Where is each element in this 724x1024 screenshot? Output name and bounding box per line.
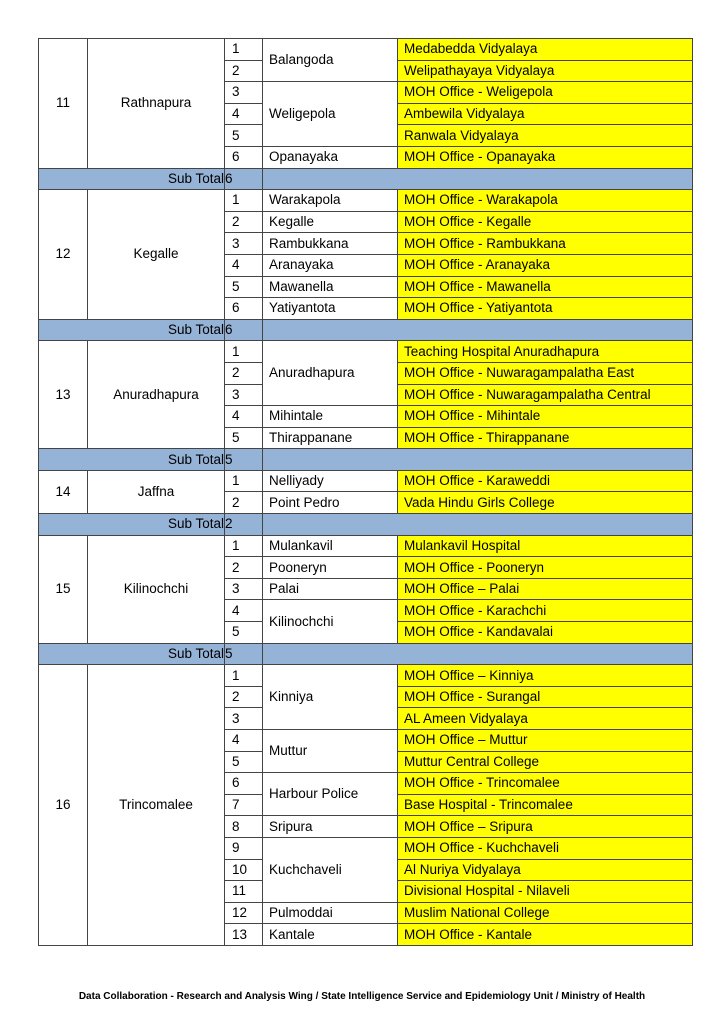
subtotal-row [39, 319, 693, 341]
subtotal-row [39, 449, 693, 471]
vaccination-site: MOH Office - Kuchchaveli [398, 837, 693, 859]
vaccination-site: Divisional Hospital - Nilaveli [398, 881, 693, 903]
vaccination-site: MOH Office – Sripura [398, 816, 693, 838]
subtotal-value: 2 [225, 514, 263, 536]
vaccination-site: MOH Office – Muttur [398, 730, 693, 752]
row-index: 9 [225, 837, 263, 859]
row-index: 2 [225, 557, 263, 579]
vaccination-site: MOH Office - Yatiyantota [398, 298, 693, 320]
vaccination-site: MOH Office – Palai [398, 578, 693, 600]
moh-area: Harbour Police [263, 773, 398, 816]
vaccination-site: Ambewila Vidyalaya [398, 103, 693, 125]
vaccination-site: MOH Office - Mihintale [398, 406, 693, 428]
vaccination-site: Medabedda Vidyalaya [398, 39, 693, 61]
subtotal-empty [263, 514, 693, 536]
district-name: Kegalle [88, 190, 225, 320]
vaccination-site: MOH Office - Thirappanane [398, 427, 693, 449]
subtotal-row [39, 168, 693, 190]
row-index: 6 [225, 773, 263, 795]
moh-area: Kilinochchi [263, 600, 398, 643]
subtotal-empty [263, 449, 693, 471]
table-row [39, 190, 693, 212]
subtotal-value: 6 [225, 168, 263, 190]
row-index: 3 [225, 384, 263, 406]
vaccination-site: MOH Office - Weligepola [398, 82, 693, 104]
row-index: 10 [225, 859, 263, 881]
row-index: 5 [225, 427, 263, 449]
vaccination-site: Teaching Hospital Anuradhapura [398, 341, 693, 363]
vaccination-site: MOH Office - Karachchi [398, 600, 693, 622]
moh-area: Warakapola [263, 190, 398, 212]
moh-area: Kinniya [263, 665, 398, 730]
moh-area: Mulankavil [263, 535, 398, 557]
moh-area: Muttur [263, 730, 398, 773]
row-index: 6 [225, 146, 263, 168]
moh-area: Mawanella [263, 276, 398, 298]
moh-area: Kantale [263, 924, 398, 946]
subtotal-value: 5 [225, 449, 263, 471]
moh-area: Opanayaka [263, 146, 398, 168]
row-index: 3 [225, 708, 263, 730]
moh-area: Aranayaka [263, 254, 398, 276]
vaccination-site: AL Ameen Vidyalaya [398, 708, 693, 730]
row-index: 4 [225, 600, 263, 622]
row-index: 1 [225, 535, 263, 557]
district-number: 11 [39, 39, 88, 169]
moh-area: Point Pedro [263, 492, 398, 514]
vaccination-site: MOH Office - Karaweddi [398, 470, 693, 492]
moh-area: Weligepola [263, 82, 398, 147]
subtotal-row [39, 643, 693, 665]
moh-area: Kegalle [263, 211, 398, 233]
vaccination-site: Welipathayaya Vidyalaya [398, 60, 693, 82]
vaccination-site: Ranwala Vidyalaya [398, 125, 693, 147]
moh-area: Palai [263, 578, 398, 600]
row-index: 1 [225, 341, 263, 363]
vaccination-site: Mulankavil Hospital [398, 535, 693, 557]
row-index: 11 [225, 881, 263, 903]
moh-area: Balangoda [263, 39, 398, 82]
vaccination-site: Al Nuriya Vidyalaya [398, 859, 693, 881]
vaccination-site: Vada Hindu Girls College [398, 492, 693, 514]
subtotal-label: Sub Total [39, 319, 225, 341]
subtotal-empty [263, 168, 693, 190]
row-index: 5 [225, 276, 263, 298]
moh-area: Pooneryn [263, 557, 398, 579]
vaccination-site: MOH Office – Kinniya [398, 665, 693, 687]
vaccination-centres-table [38, 38, 693, 946]
row-index: 1 [225, 470, 263, 492]
moh-area: Mihintale [263, 406, 398, 428]
vaccination-site: MOH Office - Surangal [398, 686, 693, 708]
moh-area: Rambukkana [263, 233, 398, 255]
moh-area: Nelliyady [263, 470, 398, 492]
row-index: 1 [225, 190, 263, 212]
row-index: 2 [225, 211, 263, 233]
row-index: 5 [225, 125, 263, 147]
vaccination-site: Base Hospital - Trincomalee [398, 794, 693, 816]
vaccination-site: MOH Office - Aranayaka [398, 254, 693, 276]
row-index: 2 [225, 686, 263, 708]
district-number: 12 [39, 190, 88, 320]
subtotal-empty [263, 643, 693, 665]
table-row [39, 341, 693, 363]
vaccination-site: MOH Office - Rambukkana [398, 233, 693, 255]
vaccination-site: MOH Office - Trincomalee [398, 773, 693, 795]
table-row [39, 470, 693, 492]
vaccination-site: Muttur Central College [398, 751, 693, 773]
moh-area: Anuradhapura [263, 341, 398, 406]
district-name: Anuradhapura [88, 341, 225, 449]
row-index: 5 [225, 622, 263, 644]
row-index: 4 [225, 254, 263, 276]
district-name: Kilinochchi [88, 535, 225, 643]
row-index: 2 [225, 362, 263, 384]
vaccination-site: MOH Office - Opanayaka [398, 146, 693, 168]
subtotal-label: Sub Total [39, 168, 225, 190]
row-index: 12 [225, 902, 263, 924]
moh-area: Yatiyantota [263, 298, 398, 320]
table-row [39, 535, 693, 557]
row-index: 13 [225, 924, 263, 946]
row-index: 4 [225, 103, 263, 125]
row-index: 3 [225, 233, 263, 255]
vaccination-site: MOH Office - Kegalle [398, 211, 693, 233]
district-number: 13 [39, 341, 88, 449]
vaccination-site: MOH Office - Warakapola [398, 190, 693, 212]
vaccination-site: MOH Office - Nuwaragampalatha East [398, 362, 693, 384]
table-row [39, 665, 693, 687]
footer-credit: Data Collaboration - Research and Analysis Wing / State Intelligence Service and Epidemiology Unit / Ministry of Health [78, 991, 646, 1002]
vaccination-site: MOH Office - Pooneryn [398, 557, 693, 579]
vaccination-site: Muslim National College [398, 902, 693, 924]
row-index: 2 [225, 60, 263, 82]
row-index: 3 [225, 82, 263, 104]
vaccination-site: MOH Office - Kantale [398, 924, 693, 946]
moh-area: Pulmoddai [263, 902, 398, 924]
subtotal-label: Sub Total [39, 449, 225, 471]
moh-area: Kuchchaveli [263, 837, 398, 902]
table-row [39, 39, 693, 61]
moh-area: Sripura [263, 816, 398, 838]
subtotal-empty [263, 319, 693, 341]
subtotal-value: 5 [225, 643, 263, 665]
district-name: Rathnapura [88, 39, 225, 169]
district-name: Trincomalee [88, 665, 225, 946]
row-index: 2 [225, 492, 263, 514]
district-number: 16 [39, 665, 88, 946]
row-index: 8 [225, 816, 263, 838]
subtotal-label: Sub Total [39, 643, 225, 665]
row-index: 5 [225, 751, 263, 773]
row-index: 4 [225, 730, 263, 752]
district-name: Jaffna [88, 470, 225, 513]
subtotal-row [39, 514, 693, 536]
vaccination-site: MOH Office - Mawanella [398, 276, 693, 298]
district-number: 14 [39, 470, 88, 513]
district-number: 15 [39, 535, 88, 643]
vaccination-site: MOH Office - Kandavalai [398, 622, 693, 644]
row-index: 3 [225, 578, 263, 600]
row-index: 6 [225, 298, 263, 320]
row-index: 1 [225, 665, 263, 687]
vaccination-site: MOH Office - Nuwaragampalatha Central [398, 384, 693, 406]
row-index: 7 [225, 794, 263, 816]
row-index: 4 [225, 406, 263, 428]
row-index: 1 [225, 39, 263, 61]
subtotal-label: Sub Total [39, 514, 225, 536]
moh-area: Thirappanane [263, 427, 398, 449]
subtotal-value: 6 [225, 319, 263, 341]
